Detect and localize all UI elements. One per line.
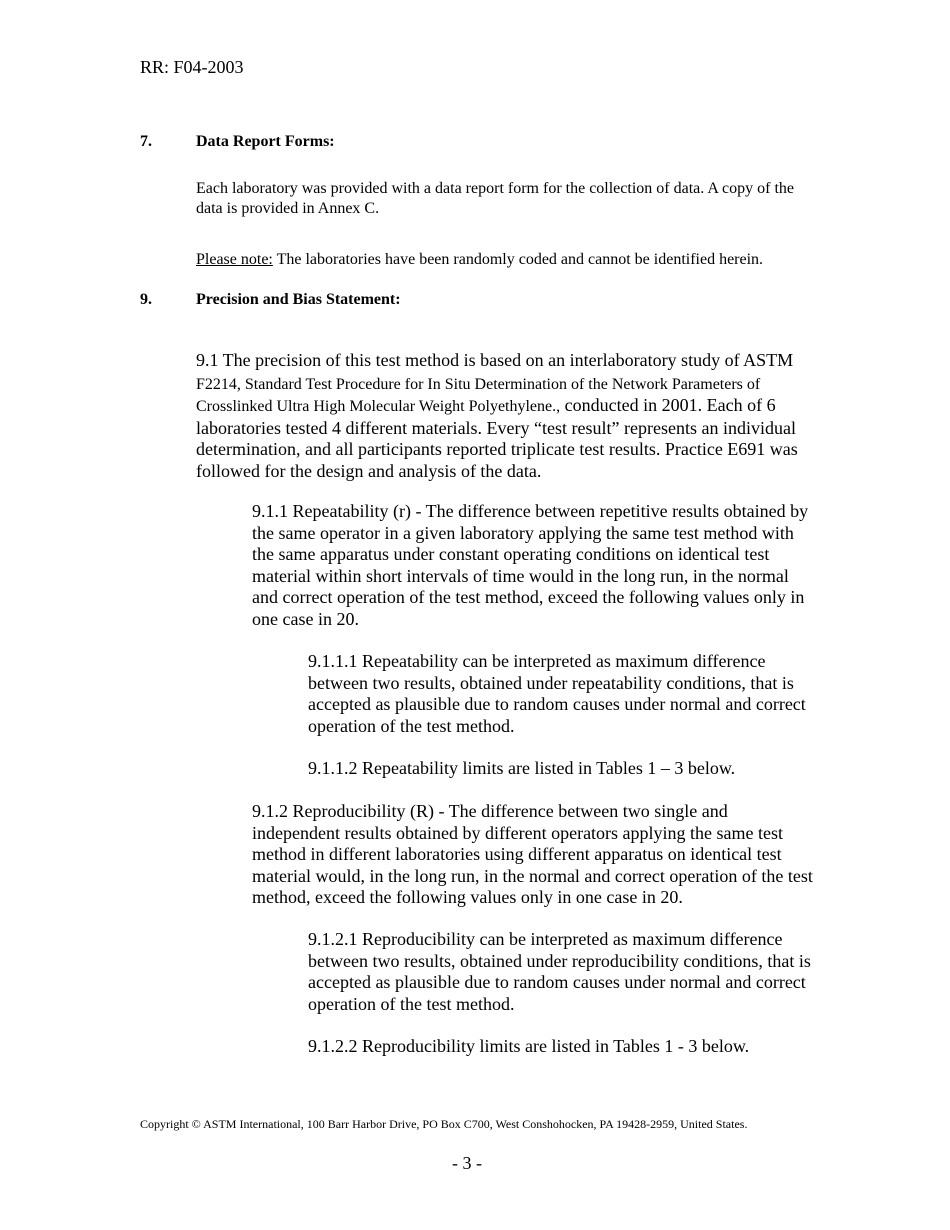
paragraph-9-1-standard: F2214, Standard Test Procedure for In Situ Determination of the Network Parameters of Crosslinked Ultra High Molecular Weight Polyethylene., bbox=[196, 375, 761, 415]
section-7-number: 7. bbox=[140, 133, 152, 150]
paragraph-9-1-2-2: 9.1.2.2 Reproducibility limits are listed in Tables 1 - 3 below. bbox=[308, 1036, 750, 1056]
page-number: - 3 - bbox=[452, 1153, 482, 1173]
paragraph-9-1-rest: conducted in 2001. Each of 6 laboratories tested 4 different materials. Every “test result” represents an individual determination, and all participants reported triplicate test results. Practice E691 was followed for the design and analysis of the data. bbox=[196, 395, 798, 481]
copyright-footer: Copyright © ASTM International, 100 Barr Harbor Drive, PO Box C700, West Conshohocken, PA 19428-2959, United States. bbox=[140, 1117, 748, 1131]
section-7-paragraph: Each laboratory was provided with a data report form for the collection of data. A copy of the data is provided in Annex C. bbox=[196, 180, 795, 217]
paragraph-9-1 bbox=[196, 350, 816, 482]
paragraph-9-1-2: 9.1.2 Reproducibility (R) - The difference between two single and independent results obtained by different operators applying the same test method in different laboratories using different apparatus on identical test material would, in the long run, in the normal and correct operation of the test method, exceed the following values only in one case in 20. bbox=[252, 801, 813, 907]
paragraph-9-1-1-1: 9.1.1.1 Repeatability can be interpreted as maximum difference between two results, obtained under repeatability conditions, that is accepted as plausible due to random causes under normal and correct operation of the test method. bbox=[308, 651, 806, 736]
section-7-note bbox=[196, 250, 821, 270]
section-9-number: 9. bbox=[140, 291, 152, 308]
paragraph-9-1-1: 9.1.1 Repeatability (r) - The difference between repetitive results obtained by the same operator in a given laboratory applying the same test method with the same apparatus under constant operating conditions on identical test material within short intervals of time would in the long run, in the normal and correct operation of the test method, exceed the following values only in one case in 20. bbox=[252, 501, 809, 629]
section-7-title: Data Report Forms: bbox=[196, 133, 335, 150]
paragraph-9-1-1-2: 9.1.1.2 Repeatability limits are listed in Tables 1 – 3 below. bbox=[308, 758, 736, 778]
section-9-title: Precision and Bias Statement: bbox=[196, 291, 401, 308]
paragraph-9-1-intro: 9.1 The precision of this test method is based on an interlaboratory study of ASTM bbox=[196, 350, 794, 370]
note-label: Please note: bbox=[196, 251, 273, 268]
note-text: The laboratories have been randomly coded and cannot be identified herein. bbox=[272, 251, 764, 268]
paragraph-9-1-2-1: 9.1.2.1 Reproducibility can be interpreted as maximum difference between two results, obtained under reproducibility conditions, that is accepted as plausible due to random causes under normal and correct operation of the test method. bbox=[308, 929, 811, 1014]
document-reference: RR: F04-2003 bbox=[140, 57, 244, 77]
